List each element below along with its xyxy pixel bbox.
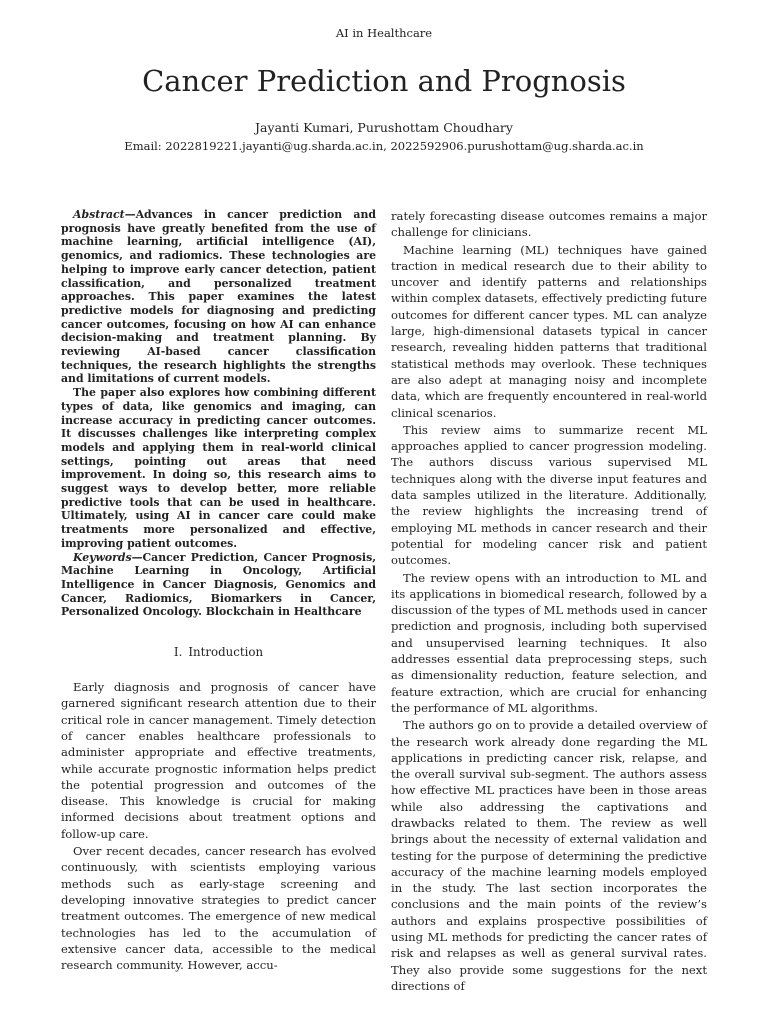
section-heading-introduction bbox=[61, 645, 376, 660]
author-list: Jayanti Kumari, Purushottam Choudhary bbox=[255, 120, 513, 135]
running-head: AI in Healthcare bbox=[335, 26, 433, 40]
keywords-paragraph bbox=[61, 551, 376, 620]
left-column bbox=[61, 208, 376, 973]
author-emails: Email: 2022819221.jayanti@ug.sharda.ac.in, 2022592906.purushottam@ug.sharda.ac.in bbox=[124, 139, 644, 153]
abstract-paragraph-2: The paper also explores how combining different types of data, like genomics and imaging, can increase accuracy in predicting cancer outcomes. It discusses challenges like interpreting complex models and applying them in real-world clinical settings, pointing out areas that need improvement. In doing so, this research aims to suggest ways to develop better, more reliable predictive tools that can be used in healthcare. Ultimately, using AI in cancer care could make treatments more personalized and effective, improving patient outcomes. bbox=[61, 386, 376, 550]
body-paragraph: Over recent decades, cancer research has evolved continuously, with scientists employing various methods such as early-stage screening and developing innovative strategies to predict cancer treatment outcomes. The emergence of new medical technologies has led to the accumulation of extensive cancer data, accessible to the medical research community. However, accu- bbox=[61, 844, 376, 973]
paper-title: Cancer Prediction and Prognosis bbox=[142, 64, 626, 98]
body-paragraph: This review aims to summarize recent ML approaches applied to cancer progression modeling. The authors discuss various supervised ML techniques along with the diverse input features and data samples utilized in the literature. Additionally, the review highlights the increasing trend of employing ML methods in cancer research and their potential for modeling cancer risk and patient outcomes. bbox=[391, 422, 707, 568]
section-number: I. bbox=[173, 645, 183, 660]
body-paragraph: Machine learning (ML) techniques have gained traction in medical research due to their ability to uncover and identify patterns and relationships within complex datasets, effectively predicting future outcomes for different cancer types. ML can analyze large, high-dimensional datasets typical in cancer research, revealing hidden patterns that traditional statistical methods may overlook. These techniques are also adept at managing noisy and incomplete data, which are frequently encountered in real-world clinical scenarios. bbox=[391, 242, 707, 420]
body-paragraph: The authors go on to provide a detailed overview of the research work already done regarding the ML applications in predicting cancer risk, relapse, and the overall survival sub-segment. The authors assess how effective ML practices have been in those areas while also addressing the captivations and drawbacks related to them. The review as well brings about the necessity of external validation and testing for the purpose of determining the predictive accuracy of the machine learning models employed in the study. The last section incorporates the conclusions and the main points of the review’s authors and explains prospective possibilities of using ML methods for predicting the cancer rates of risk and relapses as well as general survival rates. They also provide some suggestions for the next directions of bbox=[391, 718, 707, 993]
body-paragraph: The review opens with an introduction to ML and its applications in biomedical research, followed by a discussion of the types of ML methods used in cancer prediction and prognosis, including both supervised and unsupervised learning techniques. It also addresses essential data preprocessing steps, such as dimensionality reduction, feature selection, and feature extraction, which are crucial for enhancing the performance of ML algorithms. bbox=[391, 570, 707, 715]
keywords-text: Cancer Prediction, Cancer Prognosis, Machine Learning in Oncology, Artificial Intelligence in Cancer Diagnosis, Genomics and Cancer, Radiomics, Biomarkers in Cancer, Personalized Oncology. Blockchain in Healthcare bbox=[61, 550, 376, 619]
keywords-label: Keywords— bbox=[73, 550, 143, 564]
abstract-paragraph-1 bbox=[61, 208, 376, 386]
body-paragraph-continued: rately forecasting disease outcomes remains a major challenge for clinicians. bbox=[391, 209, 707, 240]
section-title: Introduction bbox=[188, 645, 264, 660]
body-paragraph: Early diagnosis and prognosis of cancer have garnered significant research attention due to their critical role in cancer management. Timely detection of cancer enables healthcare professionals to administer appropriate and effective treatments, while accurate prognostic information helps predict the potential progression and outcomes of the disease. This knowledge is crucial for making informed decisions about treatment options and follow-up care. bbox=[61, 680, 376, 841]
abstract-label: Abstract— bbox=[73, 208, 136, 221]
right-column bbox=[391, 208, 707, 994]
abstract-text-1: Advances in cancer prediction and prognosis have greatly benefited from the use of machine learning, artificial intelligence (AI), genomics, and radiomics. These technologies are helping to improve early cancer detection, patient classification, and personalized treatment approaches. This paper examines the latest predictive models for diagnosing and predicting cancer outcomes, focusing on how AI can enhance decision-making and treatment planning. By reviewing AI-based cancer classification techniques, the research highlights the strengths and limitations of current models. bbox=[61, 208, 376, 386]
